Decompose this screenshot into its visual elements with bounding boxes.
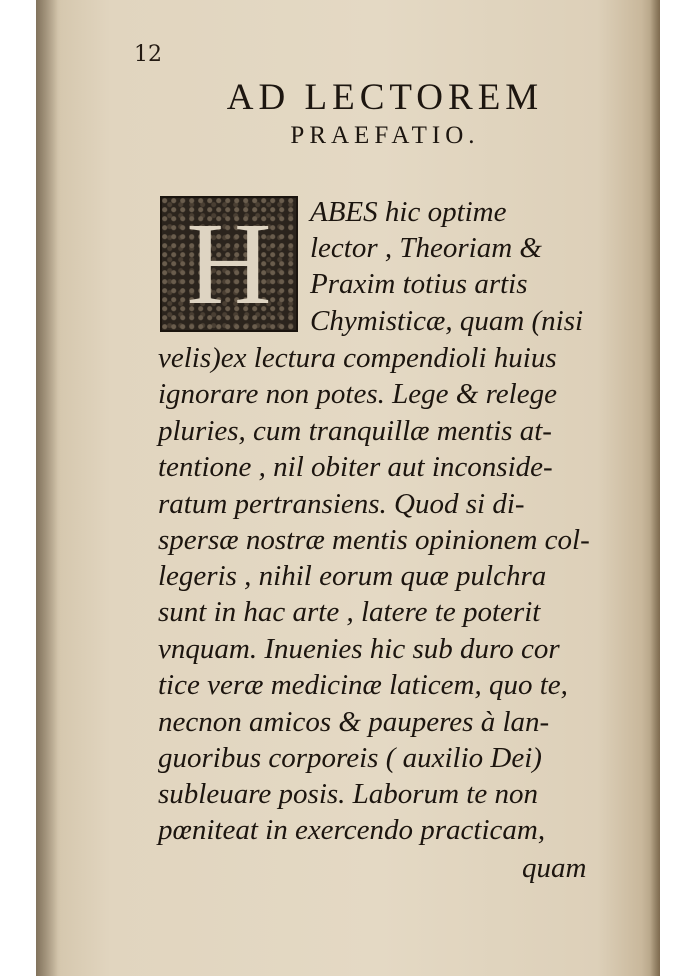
page-subtitle: PRAEFATIO. [290,122,480,149]
text-line: subleuare posis. Laborum te non [158,778,538,810]
text-line: necnon amicos & pauperes à lan- [158,706,550,738]
text-line: sunt in hac arte , latere te poterit [158,596,541,628]
page-title: AD LECTOREM [226,77,544,118]
text-line: Praxim totius artis [310,268,528,300]
page-number: 12 [134,42,162,67]
text-line: guoribus corporeis ( auxilio Dei) [158,742,542,774]
text-line: ratum pertransiens. Quod si di- [158,488,525,520]
text-line: pluries, cum tranquillæ mentis at- [158,415,552,447]
text-line: Chymisticæ, quam (nisi [310,305,584,337]
text-line: legeris , nihil eorum quæ pulchra [158,560,547,592]
text-line: pœniteat in exercendo practicam, [158,814,546,846]
text-line: ignorare non potes. Lege & relege [158,378,557,410]
text-line: vnquam. Inuenies hic sub duro cor [158,633,560,665]
text-line: spersæ nostræ mentis opinionem col- [158,524,590,556]
initial-letter: H [186,198,272,329]
text-line: velis)ex lectura compendioli huius [158,342,557,374]
text-line: tice veræ medicinæ laticem, quo te, [158,669,568,701]
text-line: tentione , nil obiter aut inconside- [158,451,553,483]
catchword: quam [522,852,587,884]
text-line: ABES hic optime [310,196,507,228]
text-line: lector , Theoriam & [310,232,542,264]
